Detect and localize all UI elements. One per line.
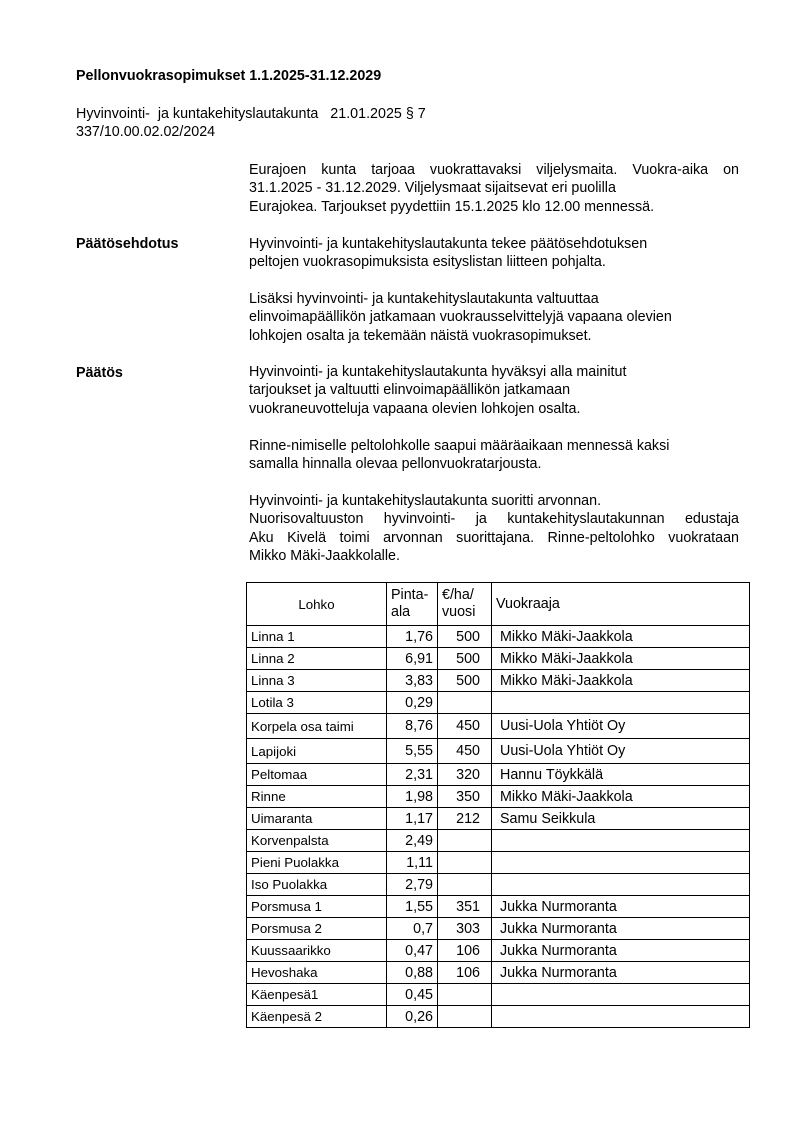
cell-hinta: [438, 984, 492, 1006]
header-vuokraaja: Vuokraaja: [492, 583, 750, 626]
cell-lohko: Linna 2: [247, 648, 387, 670]
table-row: [247, 808, 750, 830]
cell-vuokraaja: Samu Seikkula: [492, 808, 750, 830]
text-line: Lisäksi hyvinvointi- ja kuntakehityslautakunta valtuuttaa: [249, 291, 599, 307]
table-row: [247, 852, 750, 874]
cell-ala: 0,88: [387, 962, 438, 984]
cell-lohko: Lotila 3: [247, 692, 387, 714]
header-pinta-ala: [387, 583, 438, 626]
text-line: samalla hinnalla olevaa pellonvuokratarjousta.: [249, 456, 542, 473]
cell-vuokraaja: Uusi-Uola Yhtiöt Oy: [492, 739, 750, 764]
cell-lohko: Lapijoki: [247, 739, 387, 764]
cell-ala: 5,55: [387, 739, 438, 764]
table-header-row: [247, 583, 750, 626]
text-line: Nuorisovaltuuston hyvinvointi- ja kuntakehityslautakunnan edustaja: [249, 511, 739, 528]
text-line: Rinne-nimiselle peltolohkolle saapui määräaikaan mennessä kaksi: [249, 438, 670, 454]
record-number: 337/10.00.02.02/2024: [76, 124, 216, 140]
header-pinta-ala-line-2: ala: [391, 604, 411, 620]
table-row: [247, 940, 750, 962]
cell-hinta: 500: [438, 626, 492, 648]
decision-paragraph-1: [249, 363, 739, 418]
table-row: [247, 962, 750, 984]
cell-lohko: Korpela osa taimi: [247, 714, 387, 739]
cell-vuokraaja: [492, 830, 750, 852]
cell-vuokraaja: Hannu Töykkälä: [492, 764, 750, 786]
cell-ala: 1,98: [387, 786, 438, 808]
text-line: 31.1.2025 - 31.12.2029. Viljelysmaat sijaitsevat eri puolilla: [249, 180, 616, 197]
proposal-paragraph-2: [249, 290, 739, 345]
text-line: Hyvinvointi- ja kuntakehityslautakunta suoritti arvonnan.: [249, 493, 602, 509]
cell-vuokraaja: Jukka Nurmoranta: [492, 962, 750, 984]
cell-lohko: Iso Puolakka: [247, 874, 387, 896]
cell-vuokraaja: Mikko Mäki-Jaakkola: [492, 626, 750, 648]
decision-paragraph-2: [249, 437, 739, 474]
cell-ala: 2,49: [387, 830, 438, 852]
cell-vuokraaja: [492, 692, 750, 714]
cell-ala: 1,55: [387, 896, 438, 918]
proposal-label: Päätösehdotus: [76, 236, 179, 252]
table-row: [247, 764, 750, 786]
cell-ala: 0,29: [387, 692, 438, 714]
cell-hinta: 350: [438, 786, 492, 808]
text-line: Aku Kivelä toimi arvonnan suorittajana. Rinne-peltolohko vuokrataan: [249, 529, 739, 546]
cell-vuokraaja: Jukka Nurmoranta: [492, 940, 750, 962]
cell-lohko: Rinne: [247, 786, 387, 808]
cell-ala: 3,83: [387, 670, 438, 692]
decision-paragraph-3: [249, 492, 739, 566]
cell-ala: 0,45: [387, 984, 438, 1006]
table-row: [247, 626, 750, 648]
text-line: elinvoimapäällikön jatkamaan vuokrausselvittelyjä vapaana olevien: [249, 309, 672, 326]
cell-ala: 2,31: [387, 764, 438, 786]
cell-lohko: Porsmusa 2: [247, 918, 387, 940]
committee-line: Hyvinvointi- ja kuntakehityslautakunta 21.01.2025 § 7: [76, 106, 426, 122]
header-hinta: [438, 583, 492, 626]
cell-hinta: [438, 874, 492, 896]
cell-hinta: 450: [438, 714, 492, 739]
cell-ala: 8,76: [387, 714, 438, 739]
cell-vuokraaja: [492, 852, 750, 874]
table-row: [247, 714, 750, 739]
text-line: peltojen vuokrasopimuksista esityslistan liitteen pohjalta.: [249, 254, 606, 271]
header-lohko: Lohko: [247, 583, 387, 626]
cell-hinta: 106: [438, 962, 492, 984]
text-line: Hyvinvointi- ja kuntakehityslautakunta hyväksyi alla mainitut: [249, 364, 627, 380]
cell-lohko: Porsmusa 1: [247, 896, 387, 918]
table-row: [247, 739, 750, 764]
cell-hinta: 212: [438, 808, 492, 830]
cell-ala: 2,79: [387, 874, 438, 896]
table-row: [247, 874, 750, 896]
text-line: Eurajokea. Tarjoukset pyydettiin 15.1.2025 klo 12.00 mennessä.: [249, 198, 655, 215]
cell-vuokraaja: [492, 874, 750, 896]
header-hinta-line-2: vuosi: [442, 604, 476, 620]
table-row: [247, 670, 750, 692]
table-row: [247, 896, 750, 918]
cell-ala: 0,47: [387, 940, 438, 962]
cell-lohko: Linna 3: [247, 670, 387, 692]
cell-vuokraaja: Uusi-Uola Yhtiöt Oy: [492, 714, 750, 739]
cell-lohko: Korvenpalsta: [247, 830, 387, 852]
cell-lohko: Uimaranta: [247, 808, 387, 830]
table-row: [247, 918, 750, 940]
cell-vuokraaja: Mikko Mäki-Jaakkola: [492, 670, 750, 692]
intro-paragraph: [249, 161, 739, 216]
document-title: Pellonvuokrasopimukset 1.1.2025-31.12.2029: [76, 68, 382, 84]
header-pinta-ala-line-1: Pinta-: [391, 587, 429, 603]
cell-hinta: 450: [438, 739, 492, 764]
text-line: Mikko Mäki-Jaakkolalle.: [249, 548, 400, 565]
cell-ala: 0,7: [387, 918, 438, 940]
cell-lohko: Käenpesä1: [247, 984, 387, 1006]
cell-lohko: Kuussaarikko: [247, 940, 387, 962]
table-row: [247, 648, 750, 670]
cell-hinta: 303: [438, 918, 492, 940]
cell-ala: 1,11: [387, 852, 438, 874]
cell-hinta: 500: [438, 648, 492, 670]
text-line: vuokraneuvotteluja vapaana olevien lohkojen osalta.: [249, 400, 581, 417]
cell-vuokraaja: [492, 984, 750, 1006]
cell-lohko: Käenpesä 2: [247, 1006, 387, 1028]
cell-ala: 1,76: [387, 626, 438, 648]
text-line: Hyvinvointi- ja kuntakehityslautakunta tekee päätösehdotuksen: [249, 236, 648, 252]
lease-table: [246, 582, 750, 1028]
table-row: [247, 830, 750, 852]
cell-lohko: Hevoshaka: [247, 962, 387, 984]
cell-hinta: [438, 852, 492, 874]
cell-vuokraaja: Jukka Nurmoranta: [492, 896, 750, 918]
cell-hinta: [438, 1006, 492, 1028]
header-hinta-line-1: €/ha/: [442, 587, 474, 603]
cell-ala: 0,26: [387, 1006, 438, 1028]
cell-hinta: 351: [438, 896, 492, 918]
cell-vuokraaja: Jukka Nurmoranta: [492, 918, 750, 940]
cell-vuokraaja: Mikko Mäki-Jaakkola: [492, 786, 750, 808]
cell-hinta: 500: [438, 670, 492, 692]
cell-hinta: 106: [438, 940, 492, 962]
cell-lohko: Pieni Puolakka: [247, 852, 387, 874]
cell-vuokraaja: Mikko Mäki-Jaakkola: [492, 648, 750, 670]
decision-label: Päätös: [76, 365, 123, 381]
text-line: Eurajoen kunta tarjoaa vuokrattavaksi viljelysmaita. Vuokra-aika on: [249, 162, 739, 178]
proposal-paragraph-1: [249, 235, 739, 272]
cell-hinta: [438, 830, 492, 852]
cell-hinta: 320: [438, 764, 492, 786]
cell-ala: 1,17: [387, 808, 438, 830]
cell-lohko: Linna 1: [247, 626, 387, 648]
table-row: [247, 786, 750, 808]
table-row: [247, 984, 750, 1006]
cell-lohko: Peltomaa: [247, 764, 387, 786]
text-line: lohkojen osalta ja tekemään näistä vuokrasopimukset.: [249, 327, 592, 344]
table-row: [247, 1006, 750, 1028]
cell-hinta: [438, 692, 492, 714]
text-line: tarjoukset ja valtuutti elinvoimapäällikön jatkamaan: [249, 382, 571, 399]
table-row: [247, 692, 750, 714]
cell-ala: 6,91: [387, 648, 438, 670]
cell-vuokraaja: [492, 1006, 750, 1028]
